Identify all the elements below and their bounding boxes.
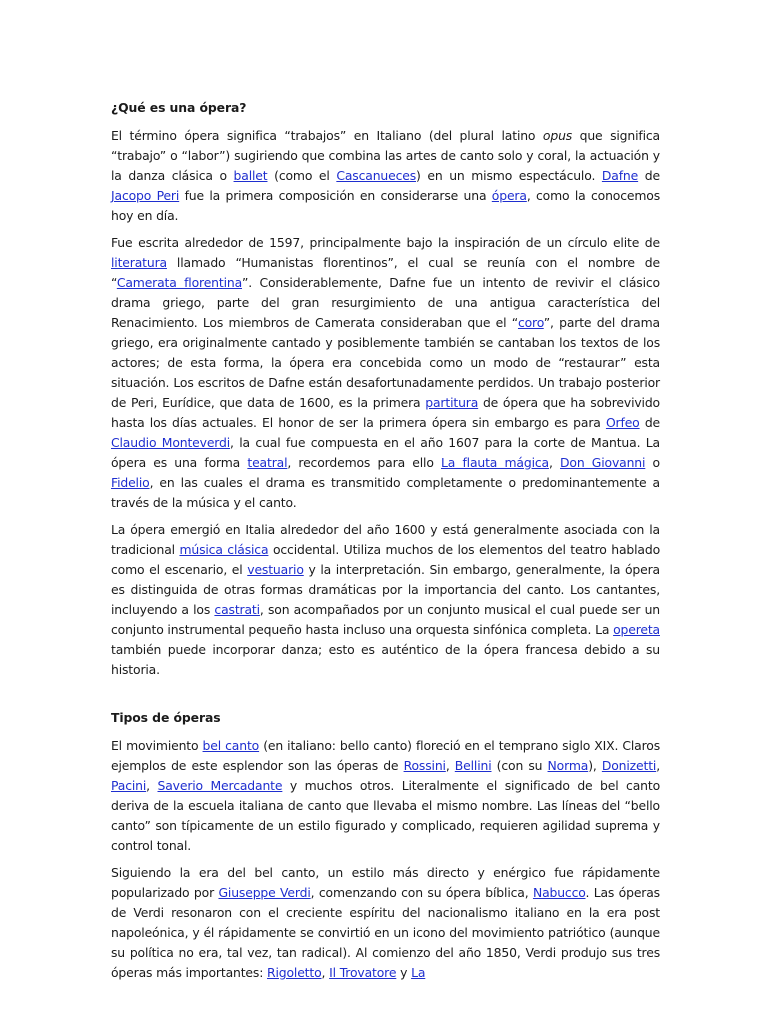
link-rossini[interactable]: Rossini (403, 758, 446, 773)
link-coro[interactable]: coro (517, 315, 544, 330)
link-don-giovanni[interactable]: Don Giovanni (560, 455, 646, 470)
link-fidelio[interactable]: Fidelio (111, 475, 150, 490)
link-musica-clasica[interactable]: música clásica (179, 542, 269, 557)
link-ballet[interactable]: ballet (233, 168, 268, 183)
section-spacer (111, 687, 660, 708)
link-claudio-monteverdi[interactable]: Claudio Monteverdi (111, 435, 231, 450)
link-la-traviata[interactable]: La (411, 965, 426, 980)
paragraph-definicion: El término ópera significa “trabajos” en Italiano (del plural latino opus que significa “trabajo” o “labor”) sugiriendo que combina las artes de canto solo y coral, la actuación y la danza clásica o ballet (como el Cascanueces) en un mismo espectáculo. Dafne de Jacopo Peri fue la primera composición en considerarse una ópera, como la conocemos hoy en día. (111, 128, 660, 223)
link-dafne[interactable]: Dafne (601, 168, 639, 183)
link-literatura[interactable]: literatura (111, 255, 167, 270)
link-nabucco[interactable]: Nabucco (532, 885, 586, 900)
heading-tipos-de-operas: Tipos de óperas (111, 710, 221, 725)
link-norma[interactable]: Norma (547, 758, 589, 773)
link-cascanueces[interactable]: Cascanueces (336, 168, 417, 183)
link-saverio-mercadante[interactable]: Saverio Mercadante (157, 778, 283, 793)
link-castrati[interactable]: castrati (214, 602, 260, 617)
link-rigoletto[interactable]: Rigoletto (267, 965, 322, 980)
paragraph-origen: La ópera emergió en Italia alrededor del año 1600 y está generalmente asociada con la tradicional música clásica occidental. Utiliza muchos de los elementos del teatro hablado como el escenario, el vestuario y la interpretación. Sin embargo, generalmente, la ópera es distinguida de otras formas dramáticas por la importancia del canto. Los cantantes, incluyendo a los castrati, son acompañados por un conjunto musical el cual puede ser un conjunto instrumental pequeño hasta incluso una orquesta sinfónica completa. La opereta también puede incorporar danza; esto es auténtico de la ópera francesa debido a su historia. (111, 522, 661, 677)
link-donizetti[interactable]: Donizetti (601, 758, 657, 773)
opus-term: opus (542, 128, 573, 143)
link-jacopo-peri[interactable]: Jacopo Peri (111, 188, 180, 203)
link-camerata-florentina[interactable]: Camerata florentina (116, 275, 243, 290)
link-giuseppe-verdi[interactable]: Giuseppe Verdi (218, 885, 311, 900)
link-pacini[interactable]: Pacini (111, 778, 147, 793)
link-opera[interactable]: ópera (491, 188, 527, 203)
link-il-trovatore[interactable]: Il Trovatore (329, 965, 397, 980)
link-bel-canto[interactable]: bel canto (202, 738, 260, 753)
heading-que-es-opera: ¿Qué es una ópera? (111, 100, 247, 115)
link-partitura[interactable]: partitura (425, 395, 479, 410)
link-opereta[interactable]: opereta (613, 622, 660, 637)
link-vestuario[interactable]: vestuario (247, 562, 304, 577)
paragraph-historia: Fue escrita alrededor de 1597, principalmente bajo la inspiración de un círculo elite de literatura llamado “Humanistas florentinos”, el cual se reunía con el nombre de “Camerata florentina”. Considerablemente, Dafne fue un intento de revivir el clásico drama griego, parte del gran resurgimiento de una antigua característica del Renacimiento. Los miembros de Camerata consideraban que el “coro”, parte del drama griego, era originalmente cantado y posiblemente también se cantaban los textos de los actores; de esta forma, la ópera era concebida como un modo de “restaurar” esta situación. Los escritos de Dafne están desafortunadamente perdidos. Un trabajo posterior de Peri, Eurídice, que data de 1600, es la primera partitura de ópera que ha sobrevivido hasta los días actuales. El honor de ser la primera ópera sin embargo es para Orfeo de Claudio Monteverdi, la cual fue compuesta en el año 1607 para la corte de Mantua. La ópera es una forma teatral, recordemos para ello La flauta mágica, Don Giovanni o Fidelio, en las cuales el drama es transmitido completamente o predominantemente a través de la música y el canto. (111, 235, 661, 510)
link-la-flauta-magica[interactable]: La flauta mágica (441, 455, 549, 470)
paragraph-verdi: Siguiendo la era del bel canto, un estilo más directo y enérgico fue rápidamente popularizado por Giuseppe Verdi, comenzando con su ópera bíblica, Nabucco. Las óperas de Verdi resonaron con el creciente espíritu del nacionalismo italiano en la era post napoleónica, y él rápidamente se convirtió en un icono del movimiento patriótico (aunque su política no era, tal vez, tan radical). Al comienzo del año 1850, Verdi produjo sus tres óperas más importantes: Rigoletto, Il Trovatore y La (111, 865, 660, 980)
link-teatral[interactable]: teatral (247, 455, 288, 470)
link-bellini[interactable]: Bellini (454, 758, 492, 773)
paragraph-bel-canto: El movimiento bel canto (en italiano: bello canto) floreció en el temprano siglo XIX. Claros ejemplos de este esplendor son las óperas de Rossini, Bellini (con su Norma), Donizetti, Pacini, Saverio Mercadante y muchos otros. Literalmente el significado de bel canto deriva de la escuela italiana de canto que llevaba el mismo nombre. Las líneas del “bello canto” son típicamente de un estilo figurado y complicado, requieren agilidad suprema y control tonal. (111, 738, 661, 853)
link-orfeo[interactable]: Orfeo (605, 415, 640, 430)
